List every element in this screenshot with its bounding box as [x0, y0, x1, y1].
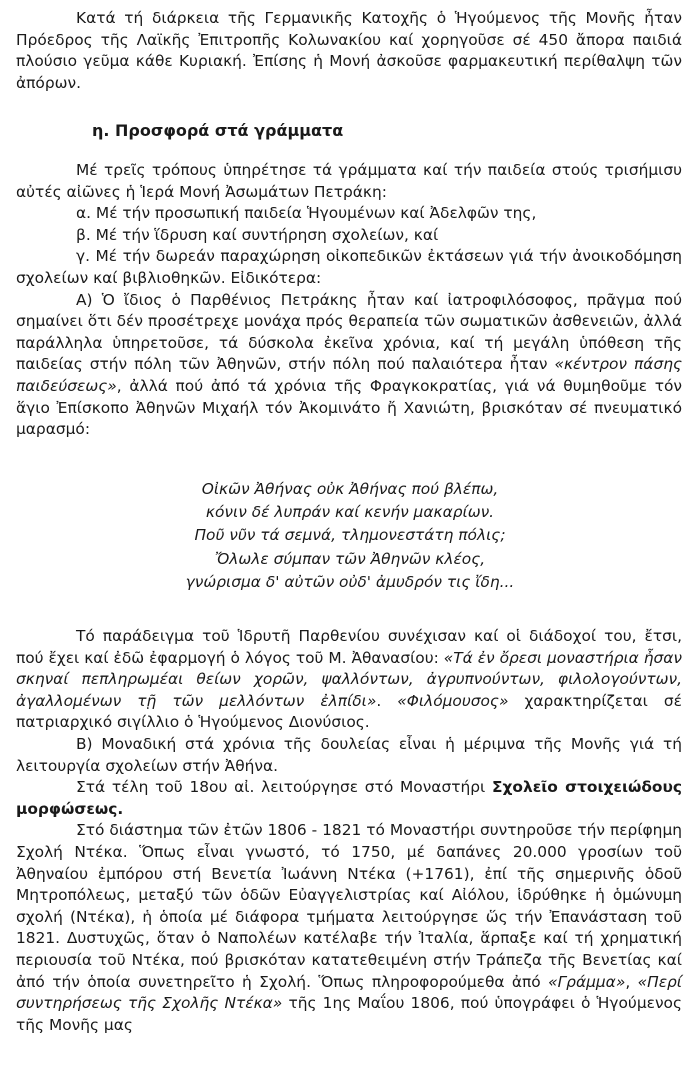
- poem-line: Οἰκῶν Ἀθήνας οὐκ Ἀθήνας πού βλέπω,: [201, 480, 499, 498]
- poem-line: Ποῦ νῦν τά σεμνά, τλημονεστάτη πόλις;: [194, 526, 506, 545]
- text-run: , ἀλλά πού ἀπό τά χρόνια τῆς Φραγκοκρατίας, γιά νά θυμηθοῦμε τόν ἅγιο Ἐπίσκοπο Ἀθηνῶν Μιχαήλ τόν Ἀκομινάτο ἤ Χανιώτη, βρισκόταν σέ πνευματικό μαρασμό:: [16, 376, 682, 439]
- text-run: Τό παράδειγμα τοῦ Ἱδρυτῆ Παρθενίου συνέχισαν καί οἱ διάδοχοί του, ἔτσι, πού ἔχει καί ἐδῶ ἐφαρμογή ὁ λόγος τοῦ Μ. Ἀθανασίου:: [16, 627, 682, 667]
- italic-quote: «Περί συντηρήσεως τῆς Σχολῆς Ντέκα»: [16, 972, 682, 1013]
- italic-quote: «Τά ἐν ὄρεσι μοναστήρια ἦσαν σκηναί πεπληρωμέαι θείων χορῶν, ψαλλόντων, ἀγρυπνούντων, φιλολογούντων, ἀγαλλομένων τῇ τῶν μελλόντων ἐλπίδι»: [16, 648, 682, 710]
- text-run: χαρακτηρίζεται σέ πατριαρχικό σιγίλλιο ὁ Ἡγούμενος Διονύσιος.: [16, 691, 682, 732]
- text-run: Στά τέλη τοῦ 18ου αἰ. λειτούργησε στό Μοναστήρι: [76, 778, 492, 797]
- italic-quote: «Γράμμα»: [548, 972, 626, 991]
- paragraph-text: Κατά τή διάρκεια τῆς Γερμανικῆς Κατοχῆς ὁ Ἡγούμενος τῆς Μονῆς ἦταν Πρόεδρος τῆς Λαϊκῆς Ἐπιτροπῆς Κολωνακίου καί χορηγοῦσε σέ 450 ἄπορα παιδιά πλούσιο γεῦμα κάθε Κυριακή. Ἐπίσης ἡ Μονή ἀσκοῦσε φαρμακευτική περίθαλψη τῶν ἀπόρων.: [16, 9, 682, 92]
- text-run: Στό διάστημα τῶν ἐτῶν 1806 - 1821 τό Μοναστήρι συντηροῦσε τήν περίφημη Σχολή Ντέκα. Ὅπως εἶναι γνωστό, τό 1750, μέ δαπάνες 20.000 γροσίων τοῦ Ἀθηναίου ἐμπόρου στή Βενετία Ἰωάννη Ντέκα (+1761), ἐπί τῆς σημερινῆς ὁδοῦ Μητροπόλεως, μεταξύ τῶν ὁδῶν Εὐαγγελιστρίας καί Αἰόλου, ἱδρύθηκε ἡ ὁμώνυμη σχολή (Ντέκα), ἡ ὁποία μέ διάφορα τμήματα λειτούργησε ὥς τήν Ἐπανάσταση τοῦ 1821. Δυστυχῶς, ὅταν ὁ Ναπολέων κατέλαβε τήν Ἰταλία, ἅρπαξε καί τή χρηματική περιουσία τοῦ Ντέκα, πού βρισκόταν κατατεθειμένη στήν Τράπεζα τῆς Βενετίας καί ἀπό τήν ὁποία συνετηρεῖτο ἡ Σχολή. Ὅπως πληροφορούμεθα ἀπό: [16, 821, 682, 991]
- italic-quote: «Φιλόμουσος»: [397, 691, 509, 710]
- paragraph-text: [16, 626, 682, 734]
- paragraph-deka: [16, 820, 682, 1036]
- paragraph-A: [16, 290, 682, 441]
- text-run: Α) Ὁ ἴδιος ὁ Παρθένιος Πετράκης ἦταν καί ἰατροφιλόσοφος, πρᾶγμα πού σημαίνει ὅτι δέν προσέτρεχε μονάχα πρός θεραπεία τῶν σωματικῶν ἀσθενειῶν, ἀλλά παράλληλα ὑπηρετοῦσε, τά δύσκολα ἐκεῖνα χρόνια, καί τή μεγάλη ὑπόθεση τῆς παιδείας στήν πόλη τῶν Ἀθηνῶν, στήν πόλη πού παλαιότερα ἦταν: [16, 290, 682, 374]
- poem-line: Ὄλωλε σύμπαν τῶν Ἀθηνῶν κλέος,: [214, 549, 486, 568]
- section-heading: η. Προσφορά στά γράμματα: [92, 121, 344, 140]
- italic-quote: «κέντρον πάσης παιδεύσεως»: [16, 355, 682, 395]
- paragraph-B: Β) Μοναδική στά χρόνια τῆς δουλείας εἶναι ἡ μέριμνα τῆς Μονῆς γιά τή λειτουργία σχολείων στήν Ἀθήνα.: [16, 734, 682, 775]
- poem-quote: [0, 478, 700, 594]
- text-run: .: [376, 691, 398, 710]
- poem-line: γνώρισμα δ' αὐτῶν οὐδ' ἀμυδρόν τις ἴδη...: [185, 572, 515, 591]
- bold-text: Σχολεῖο στοιχειώδους μορφώσεως.: [16, 778, 682, 818]
- text-run: ,: [625, 972, 638, 991]
- poem-line: κόνιν δέ λυπράν καί κενήν μακαρίων.: [205, 503, 495, 522]
- list-item-a: α. Μέ τήν προσωπική παιδεία Ἡγουμένων καί Ἀδελφῶν της,: [76, 204, 537, 223]
- list-item-c: γ. Μέ τήν δωρεάν παραχώρηση οἰκοπεδικῶν ἐκτάσεων γιά τήν ἀνοικοδόμηση σχολείων καί βιβλιοθηκῶν. Εἰδικότερα:: [16, 247, 682, 287]
- paragraph-successors: [16, 626, 682, 1036]
- text-run: τῆς 1ης Μαΐου 1806, πού ὑπογράφει ὁ Ἡγούμενος τῆς Μονῆς μας: [16, 994, 682, 1034]
- paragraph-text: Μέ τρεῖς τρόπους ὑπηρέτησε τά γράμματα καί τήν παιδεία στούς τρισήμισυ αὐτές αἰῶνες ἡ Ἱερά Μονή Ἀσωμάτων Πετράκη:: [16, 161, 682, 201]
- list-item-b: β. Μέ τήν ἵδρυση καί συντήρηση σχολείων, καί: [76, 225, 439, 244]
- paragraph-intro: [16, 160, 682, 441]
- paragraph-school: [16, 777, 682, 820]
- paragraph-occupation: [16, 8, 682, 94]
